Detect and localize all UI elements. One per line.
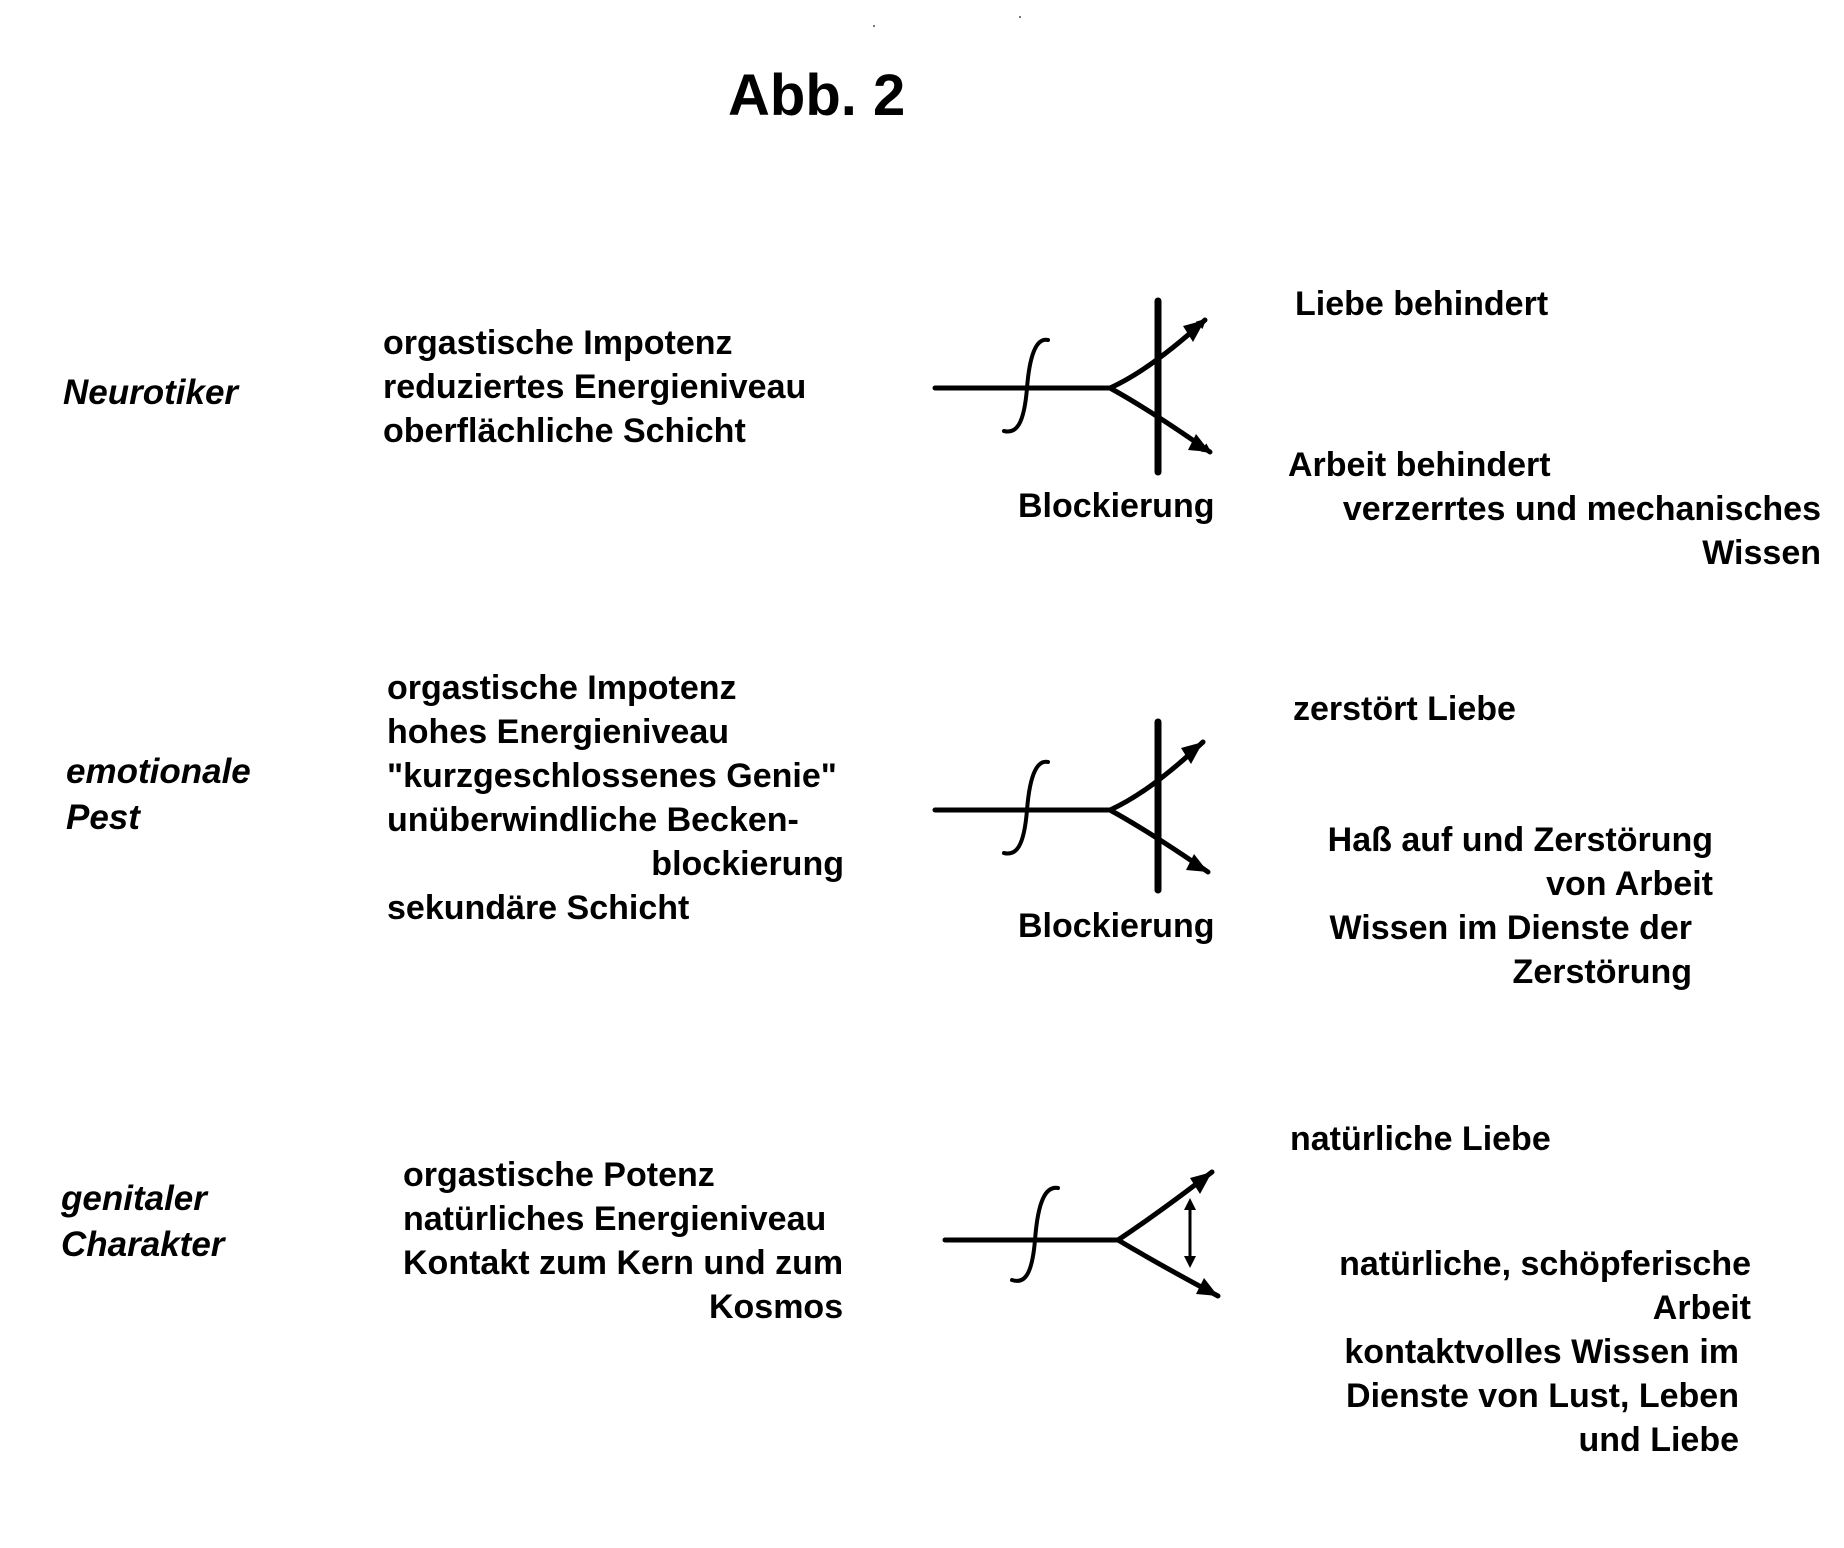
row2-block-label: Blockierung xyxy=(1018,907,1215,945)
row2-left-text-a: orgastische Impotenz hohes Energieniveau "kurzgeschlossenes Genie" unüberwindliche Becken- xyxy=(387,669,837,839)
row1-block-label: Blockierung xyxy=(1018,487,1215,525)
row2-left-text-b: blockierung xyxy=(651,845,844,883)
row3-lower-text-b: kontaktvolles Wissen im Dienste von Lust, Leben und Liebe xyxy=(1344,1333,1739,1459)
row3-link-arrow-up xyxy=(1184,1198,1196,1210)
row2-flow-symbol xyxy=(935,722,1208,890)
row3-lower-text-a: natürliche, schöpferische Arbeit xyxy=(1339,1245,1751,1327)
row2-lower-text-b: Wissen im Dienste der Zerstörung xyxy=(1329,909,1692,991)
row2-left-text-c: sekundäre Schicht xyxy=(387,889,690,927)
row-label-neurotiker: Neurotiker xyxy=(63,373,239,412)
row3-integral-icon xyxy=(1012,1188,1058,1281)
row3-arrowhead-up xyxy=(1190,1172,1212,1194)
row1-upper-text: Liebe behindert xyxy=(1295,285,1549,323)
row3-upper-text: natürliche Liebe xyxy=(1290,1120,1551,1158)
row1-lower-text-a: Arbeit behindert xyxy=(1288,446,1551,484)
row3-link-arrow-down xyxy=(1184,1256,1196,1268)
row3-flow-symbol xyxy=(945,1172,1218,1296)
row1-flow-symbol xyxy=(935,301,1210,472)
row1-left-text: orgastische Impotenz reduziertes Energieniveau oberflächliche Schicht xyxy=(383,324,807,450)
row2-upper-text: zerstört Liebe xyxy=(1293,690,1516,728)
row3-left-text: orgastische Potenz natürliches Energieniveau Kontakt zum Kern und zum Kosmos xyxy=(403,1156,844,1326)
figure-title: Abb. 2 xyxy=(728,63,906,128)
row1-lower-text-b: verzerrtes und mechanisches Wissen xyxy=(1342,490,1821,572)
row2-lower-text-a: Haß auf und Zerstörung von Arbeit xyxy=(1327,821,1713,903)
row-label-genitaler-charakter: genitaler Charakter xyxy=(61,1179,225,1264)
row-label-emotionale-pest: emotionale Pest xyxy=(66,752,251,837)
